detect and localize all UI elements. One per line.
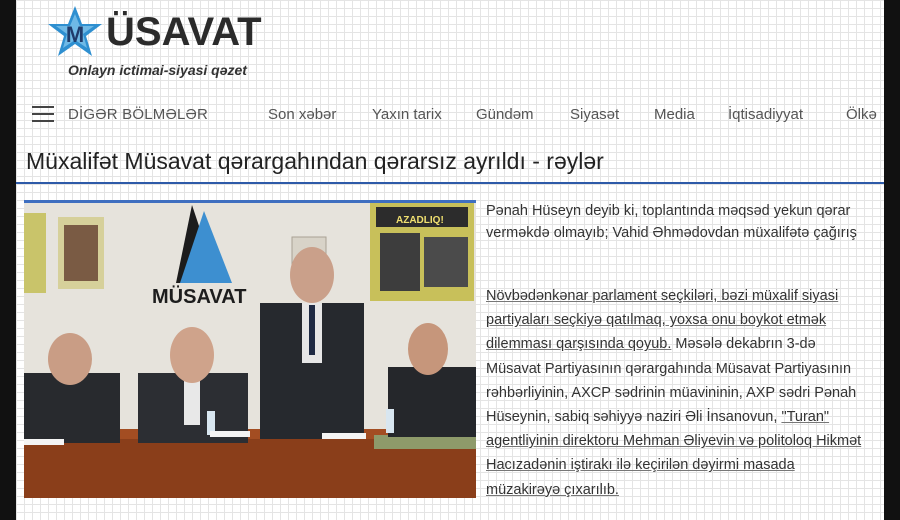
article-link-elections[interactable]: Növbədənkənar parlament seçkiləri, bəzi müxalif siyasi partiyaları seçkiyə qatılmaq, yoxsa onu boykot etmək dilemması qarşısında qoyub. [486,288,839,353]
article-body-text: Məsələ dekabrın 3-də Müsavat Partiyasının qərargahında Müsavat Partiyasının rəhbərliyinin, AXCP sədrinin müavininin, AXP sədri Pənah Hüseynin, sabiq səhiyyə naziri Əli İnsanovun, [486,336,857,426]
logo-star-icon [46,4,104,62]
site-tagline: Onlayn ictimai-siyasi qəzet [68,62,247,78]
nav-other-sections[interactable]: DİGƏR BÖLMƏLƏR [68,106,209,123]
menu-hamburger-icon[interactable] [32,106,54,122]
site-logo[interactable] [46,4,266,64]
nav-item-iqtisadiyyat[interactable]: İqtisadiyyat [728,106,804,123]
article-body [486,284,866,502]
logo-wordmark: ÜSAVAT [106,10,262,54]
right-frame-bar [884,0,900,520]
title-divider [16,182,884,184]
nav-item-son-xeber[interactable]: Son xəbər [268,106,337,123]
svg-text:M: M [65,22,85,47]
press-conference-photo [24,203,476,498]
nav-item-olke[interactable]: Ölkə [846,106,877,123]
nav-item-gundem[interactable]: Gündəm [476,106,534,123]
main-nav [16,98,884,134]
page [16,0,884,520]
left-frame-bar [0,0,16,520]
article-lead: Pənah Hüseyn deyib ki, toplantında məqsəd yekun qərar verməkdə olmayıb; Vahid Əhmədovdan müxalifətə çağırış [486,203,857,241]
article-link-turan[interactable]: "Turan" agentliyinin direktoru Mehman Əliyevin və politoloq Hikmət Hacızadənin iştirakı ilə keçirilən dəyirmi masada müzakirəyə çıxarılıb. [486,409,862,498]
site-header [16,0,884,92]
nav-item-yaxin-tarix[interactable]: Yaxın tarix [372,106,442,123]
nav-item-media[interactable]: Media [654,106,695,123]
poster-text: AZADLIQ! [396,215,444,226]
article-photo[interactable] [24,200,476,498]
article-title: Müxalifət Müsavat qərargahından qərarsız ayrıldı - rəylər [26,148,604,174]
photo-sign-text: MÜSAVAT [152,286,247,308]
nav-item-siyaset[interactable]: Siyasət [570,106,620,123]
